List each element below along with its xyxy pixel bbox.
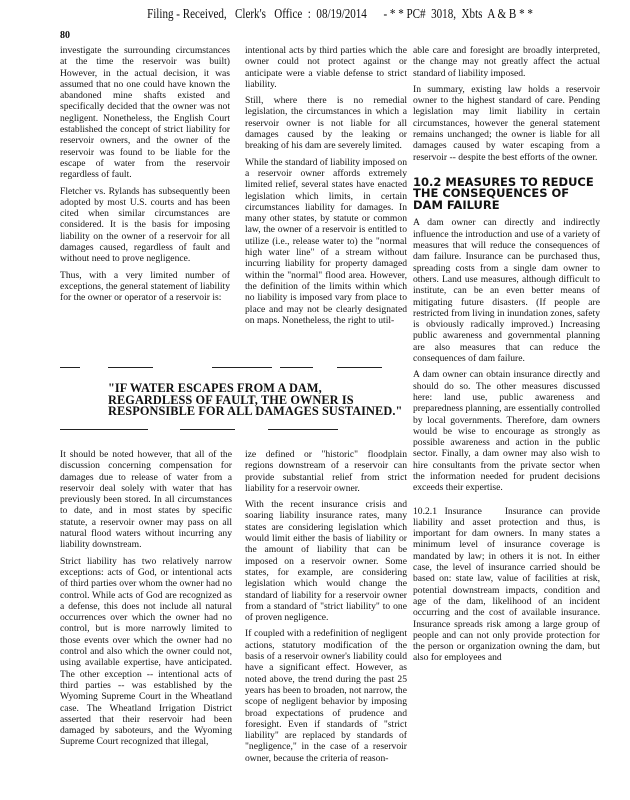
paragraph: A dam owner can obtain insurance directly and should do so. The other measures discussed here: land use, public awareness and preparedness planning, are essentially controlled by local governments. Therefore, dam owners would be wise to encourage as strongly as possible awareness and action in the public sector. Finally, a dam owner may also wish to hire consultants from the private sector when the information needed for prudent decisions exceeds their expertise. [413, 369, 600, 494]
right-column [413, 45, 600, 669]
paragraph: ize defined or "historic" floodplain regions downstream of a reservoir can provide substantial relief from strict liability for a reservoir owner. [245, 449, 407, 494]
paragraph: A dam owner can directly and indirectly influence the introduction and use of a variety of measures that will reduce the consequences of dam failure. Insurance can be purchased thus, spreading costs from a single dam owner to others. Land use measures, although difficult to institute, can be an even better means of mitigating future disasters. (If people are restricted from living in inundation zones, safety is obviously radically improved.) Increasing public awareness and governmental planning are also measures that can reduce the consequences of dam failure. [413, 217, 601, 365]
paragraph: able care and foresight are broadly interpreted, the change may not greatly affect the actual standard of liability imposed. [413, 45, 600, 79]
lower-left-column [60, 449, 232, 753]
paragraph: In summary, existing law holds a reservoir owner to the highest standard of care. Pending legislation may limit liability in certain circumstances, however the general statement remains unchanged; the owner is liable for all damages caused by water escaping from a reservoir -- despite the best efforts of the owner. [413, 83, 600, 163]
paragraph: If coupled with a redefinition of negligent actions, statutory modification of the basis of a reservoir owner's liability could have a significant effect. However, as noted above, the trend during the past 25 years has been to broaden, not narrow, the scope of negligent behavior by imposing broad expectations of prudence and foresight. Even if standards of "strict liability" are replaced by standards of "negligence," in the case of a reservoir owner, because the criteria of reason- [245, 628, 407, 764]
subsection-body: Insurance can provide liability and asset protection and thus, is important for dam owners. In many states a minimum level of insurance coverage is mandated by law; in others it is not. In either case, the level of insurance carried should be based on: state law, value of facilities at risk, potential downstream impacts, condition and age of the dam, likelihood of an incident occurring and the cost of available insurance. Insurance spreads risk among a large group of people and can not only provide protection for the person or organization owning the dam, but also for employees and [413, 505, 600, 664]
divider [212, 367, 272, 368]
paragraph: Fletcher vs. Rylands has subsequently been adopted by most U.S. courts and has been cited when similar circumstances are considered. It is the basis for imposing liability on the owner of a reservoir for all damages caused, regardless of fault and without need to prove negligence. [60, 185, 230, 265]
divider [337, 367, 382, 368]
upper-left-column [60, 45, 230, 309]
section-heading: 10.2 MEASURES TO REDUCE THE CONSEQUENCES OF DAM FAILURE [413, 174, 594, 212]
divider [180, 429, 235, 430]
lower-middle-column [245, 449, 407, 769]
divider [268, 429, 338, 430]
divider [60, 367, 80, 368]
pull-quote: "IF WATER ESCAPES FROM A DAM, REGARDLESS OF FAULT, THE OWNER IS RESPONSIBLE FOR ALL DAMAGES SUSTAINED." [108, 381, 403, 418]
paragraph: intentional acts by third parties which the owner could not protect against or anticipate were a viable defense to strict liability. [245, 45, 407, 90]
paragraph [413, 506, 600, 664]
divider [108, 367, 153, 368]
page-number: 80 [60, 30, 70, 41]
paragraph: Strict liability has two relatively narrow exceptions: acts of God, or intentional acts of third parties over whom the owner had no control. While acts of God are recognized as a defense, this does not include all natural occurrences over which the owner had no control, but is more narrowly limited to those events over which the owner had no control and also which the owner could not, using available expertise, have anticipated. The other exception -- intentional acts of third parties -- was established by the Wyoming Supreme Court in the Wheatland case. The Wheatland Irrigation District asserted that their reservoir had been damaged by saboteurs, and the Wyoming Supreme Court recognized that illegal, [60, 555, 232, 748]
divider [60, 429, 148, 430]
divider [280, 367, 313, 368]
paragraph: investigate the surrounding circumstances at the time the reservoir was built) However, in the actual decision, it was assumed that no one could have known the abandoned mine shafts existed and specifically decided that the owner was not negligent. Nonetheless, the English Court established the concept of strict liability for reservoir owners, and the owner of the reservoir was found to be liable for the escape of water from the reservoir regardless of fault. [60, 45, 230, 181]
paragraph: Thus, with a very limited number of exceptions, the general statement of liability for the owner or operator of a reservoir is: [60, 269, 230, 304]
paragraph: With the recent insurance crisis and soaring liability insurance rates, many states are considering legislation which would limit either the basis of liability or the amount of liability that can be imposed on a reservoir owner. Some states, for example, are considering legislation which would change the standard of liability for a reservoir owner from a standard of "strict liability" to one of proven negligence. [245, 499, 407, 624]
paragraph: It should be noted however, that all of the discussion concerning compensation for damages due to release of water from a reservoir deal solely with water that has previously been stored. In all circumstances to date, and in most states by specific statute, a reservoir owner may pass on all natural flood waters without incurring any liability downstream. [60, 449, 232, 551]
paragraph: Still, where there is no remedial legislation, the circumstances in which a reservoir owner is not liable for all damages caused by the leaking or breaking of his dam are severely limited. [245, 95, 407, 152]
subsection-heading: 10.2.1 Insurance [413, 505, 482, 517]
filing-stamp-header: Filing - Received, Clerk's Office : 08/19/2014 - * * PC# 3018, Xbts A & B * * [147, 6, 533, 21]
paragraph: While the standard of liability imposed on a reservoir owner affords extremely limited relief, several states have enacted legislation which limits, in certain circumstances liability for damages. In many other states, by statute or common law, the owner of a reservoir is entitled to utilize (i.e., release water to) the "normal high water line" of a stream without incurring liability for property damaged within the "normal" flood area. However, the definition of the limits within which no liability is imposed vary from place to place and may not be clearly designated on maps. Nonetheless, the right to util- [245, 156, 407, 326]
upper-middle-column [245, 45, 407, 331]
